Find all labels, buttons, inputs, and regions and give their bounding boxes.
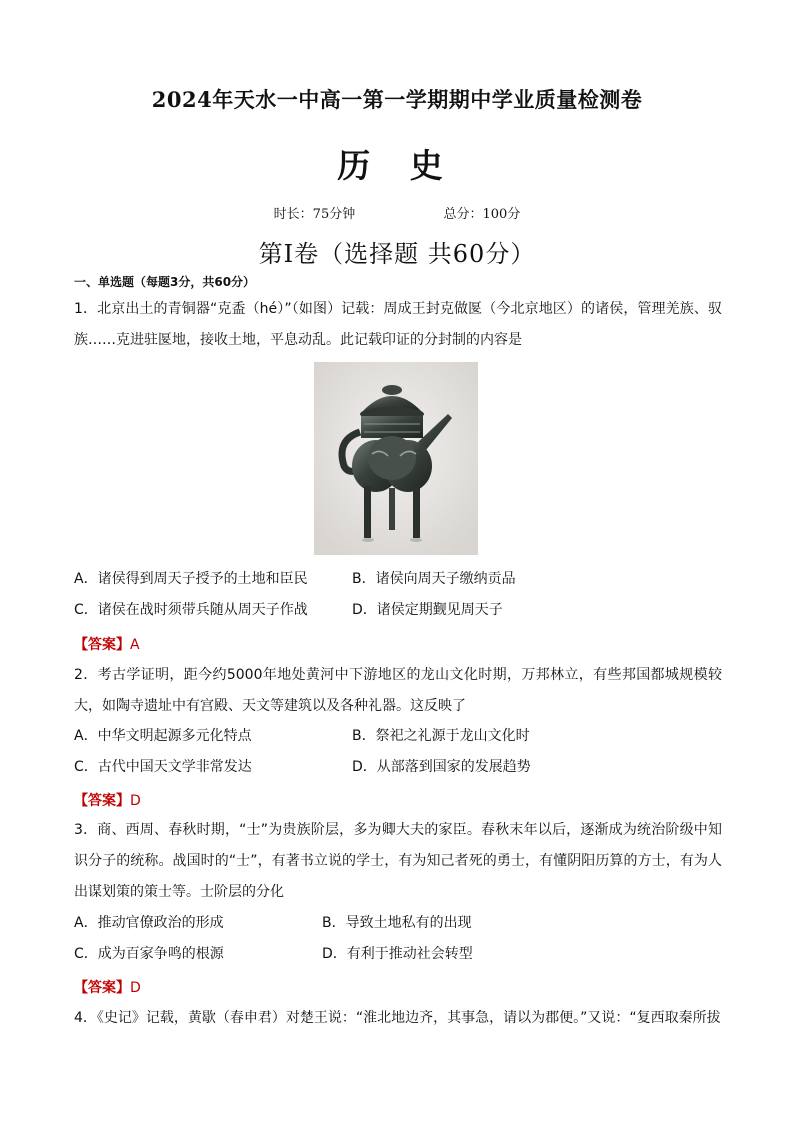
question-2-options — [74, 721, 734, 783]
option-a[interactable]: A．推动官僚政治的形成 — [74, 915, 224, 931]
bronze-vessel-figure — [314, 362, 478, 555]
option-b[interactable]: B．祭祀之礼源于龙山文化时 — [352, 728, 530, 744]
volume-heading: 第Ⅰ卷（选择题 共60分） — [258, 240, 536, 268]
subject-title: 历 史 — [337, 146, 457, 185]
question-2-stem: 2．考古学证明，距今约5000年地处黄河中下游地区的龙山文化时期，万邦林立，有些邦国都城规模较大，如陶寺遗址中有宫殿、天文等建筑以及各种礼器。这反映了 — [74, 667, 722, 714]
option-d[interactable]: D．有利于推动社会转型 — [322, 946, 473, 962]
bronze-he-vessel-image — [314, 362, 478, 555]
question-3-stem: 3．商、西周、春秋时期，“士”为贵族阶层，多为卿大夫的家臣。春秋末年以后，逐渐成为统治阶级中知识分子的统称。战国时的“士”，有著书立说的学士，有为知己者死的勇士，有懂阴阳历算的方士，有为人出谋划策的策士等。士阶层的分化 — [74, 822, 722, 900]
option-d[interactable]: D．诸侯定期觐见周天子 — [352, 602, 503, 618]
exam-title: 2024年天水一中高一第一学期期中学业质量检测卷 — [151, 87, 643, 112]
duration-text: 时长：75分钟 — [273, 207, 356, 222]
question-1-options — [74, 564, 734, 626]
option-b[interactable]: B．诸侯向周天子缴纳贡品 — [352, 571, 516, 587]
option-a[interactable]: A．诸侯得到周天子授予的土地和臣民 — [74, 571, 308, 587]
option-c[interactable]: C．成为百家争鸣的根源 — [74, 946, 224, 962]
exam-meta — [0, 203, 794, 222]
question-3-options — [74, 908, 734, 970]
option-d[interactable]: D．从部落到国家的发展趋势 — [352, 759, 531, 775]
total-score-text: 总分：100分 — [443, 207, 521, 222]
question-1-answer: 【答案】A — [74, 637, 140, 653]
option-a[interactable]: A．中华文明起源多元化特点 — [74, 728, 252, 744]
question-3-answer: 【答案】D — [74, 980, 141, 996]
section-heading: 一、单选题（每题3分，共60分） — [74, 275, 256, 289]
question-4-stem: 4．《史记》记载，黄歇（春申君）对楚王说：“淮北地边齐，其事急，请以为郡便。”又说：“复西取秦所拔 — [74, 1010, 721, 1026]
question-2-answer: 【答案】D — [74, 793, 141, 809]
option-b[interactable]: B．导致土地私有的出现 — [322, 915, 472, 931]
option-c[interactable]: C．诸侯在战时须带兵随从周天子作战 — [74, 602, 308, 618]
option-c[interactable]: C．古代中国天文学非常发达 — [74, 759, 252, 775]
question-1-stem: 1．北京出土的青铜器“克盉（hé）”（如图）记载：周成王封克做匽（今北京地区）的诸侯，管理羌族、驭族……克进驻匽地，接收土地，平息动乱。此记载印证的分封制的内容是 — [74, 301, 722, 348]
